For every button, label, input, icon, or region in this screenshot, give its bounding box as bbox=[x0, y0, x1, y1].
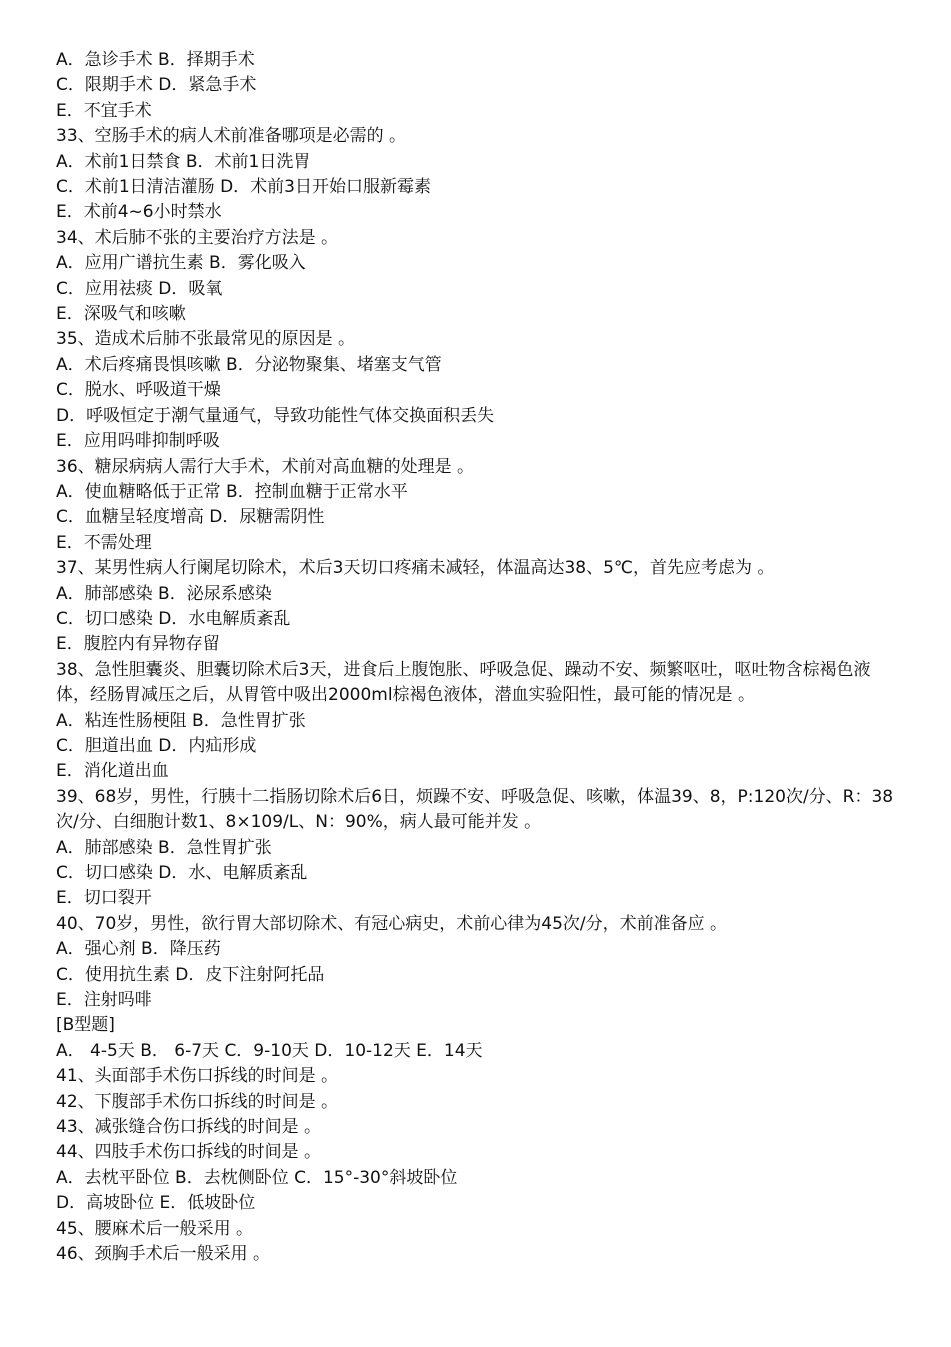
document-page bbox=[56, 48, 901, 1268]
question-42: 42、下腹部手术伤口拆线的时间是 。 bbox=[56, 1091, 339, 1112]
text-line: C．胆道出血 D．内疝形成 bbox=[56, 735, 257, 756]
text-line: C．血糖呈轻度增高 D．尿糖需阴性 bbox=[56, 507, 325, 528]
text-line: E．消化道出血 bbox=[56, 761, 169, 782]
question-41: 41、头面部手术伤口拆线的时间是 。 bbox=[56, 1066, 339, 1087]
text-line: E．术前4~6小时禁水 bbox=[56, 202, 222, 223]
text-line: E．深吸气和咳嗽 bbox=[56, 304, 186, 325]
text-line: E．腹腔内有异物存留 bbox=[56, 634, 220, 655]
text-line: A．急诊手术 B．择期手术 bbox=[56, 50, 255, 70]
text-line: E．注射吗啡 bbox=[56, 990, 152, 1011]
text-line: C．脱水、呼吸道干燥 bbox=[56, 380, 221, 401]
question-39: 39、68岁，男性，行胰十二指肠切除术后6日，烦躁不安、呼吸急促、咳嗽，体温39、8，P:120次/分、R：38次/分、白细胞计数1、8×109/L、N：90%，病人最可能并发 。 bbox=[56, 786, 894, 833]
text-line: A．去枕平卧位 B．去枕侧卧位 C．15°-30°斜坡卧位 bbox=[56, 1167, 458, 1188]
question-38: 38、急性胆囊炎、胆囊切除术后3天，进食后上腹饱胀、呼吸急促、躁动不安、频繁呕吐，呕吐物含棕褐色液体，经肠胃减压之后，从胃管中吸出2000ml棕褐色液体，潜血实验阳性，最可能的情况是 。 bbox=[56, 659, 871, 706]
question-37: 37、某男性病人行阑尾切除术，术后3天切口疼痛未减轻，体温高达38、5℃，首先应考虑为 。 bbox=[56, 558, 775, 579]
question-35: 35、造成术后肺不张最常见的原因是 。 bbox=[56, 329, 356, 350]
text-line: A．强心剂 B．降压药 bbox=[56, 939, 221, 960]
question-40: 40、70岁，男性，欲行胃大部切除术、有冠心病史，术前心律为45次/分，术前准备应 。 bbox=[56, 913, 728, 934]
question-36: 36、糖尿病病人需行大手术，术前对高血糖的处理是 。 bbox=[56, 456, 475, 477]
text-line: C．应用祛痰 D．吸氧 bbox=[56, 278, 223, 299]
section-heading: [B型题] bbox=[56, 1015, 115, 1036]
text-line: A． 4-5天 B． 6-7天 C．9-10天 D．10-12天 E．14天 bbox=[56, 1040, 483, 1061]
text-line: C．切口感染 D．水电解质紊乱 bbox=[56, 608, 291, 629]
text-line: A．肺部感染 B．急性胃扩张 bbox=[56, 837, 272, 858]
question-45: 45、腰麻术后一般采用 。 bbox=[56, 1218, 254, 1239]
text-line: C．切口感染 D．水、电解质紊乱 bbox=[56, 863, 308, 883]
text-line: A．肺部感染 B．泌尿系感染 bbox=[56, 583, 272, 604]
question-46: 46、颈胸手术后一般采用 。 bbox=[56, 1244, 271, 1265]
text-line: D．呼吸恒定于潮气量通气，导致功能性气体交换面积丢失 bbox=[56, 405, 495, 426]
text-line: E．切口裂开 bbox=[56, 888, 152, 909]
text-line: A．术后疼痛畏惧咳嗽 B．分泌物聚集、堵塞支气管 bbox=[56, 354, 442, 375]
text-line: C．限期手术 D．紧急手术 bbox=[56, 75, 257, 96]
question-44: 44、四肢手术伤口拆线的时间是 。 bbox=[56, 1142, 322, 1163]
text-line: C．使用抗生素 D．皮下注射阿托品 bbox=[56, 964, 325, 985]
text-line: A．使血糖略低于正常 B．控制血糖于正常水平 bbox=[56, 481, 408, 502]
text-line: C．术前1日清洁灌肠 D．术前3日开始口服新霉素 bbox=[56, 177, 431, 198]
text-line: A．术前1日禁食 B．术前1日洗胃 bbox=[56, 151, 311, 172]
text-line: D．高坡卧位 E．低坡卧位 bbox=[56, 1193, 256, 1214]
text-line: E．应用吗啡抑制呼吸 bbox=[56, 431, 220, 452]
question-34: 34、术后肺不张的主要治疗方法是 。 bbox=[56, 227, 339, 248]
question-43: 43、减张缝合伤口拆线的时间是 。 bbox=[56, 1117, 322, 1138]
text-line: A．应用广谱抗生素 B．雾化吸入 bbox=[56, 253, 306, 274]
text-line: E．不需处理 bbox=[56, 532, 152, 553]
text-line: A．粘连性肠梗阻 B．急性胃扩张 bbox=[56, 710, 306, 731]
text-line: E．不宜手术 bbox=[56, 100, 152, 121]
question-33: 33、空肠手术的病人术前准备哪项是必需的 。 bbox=[56, 126, 407, 147]
